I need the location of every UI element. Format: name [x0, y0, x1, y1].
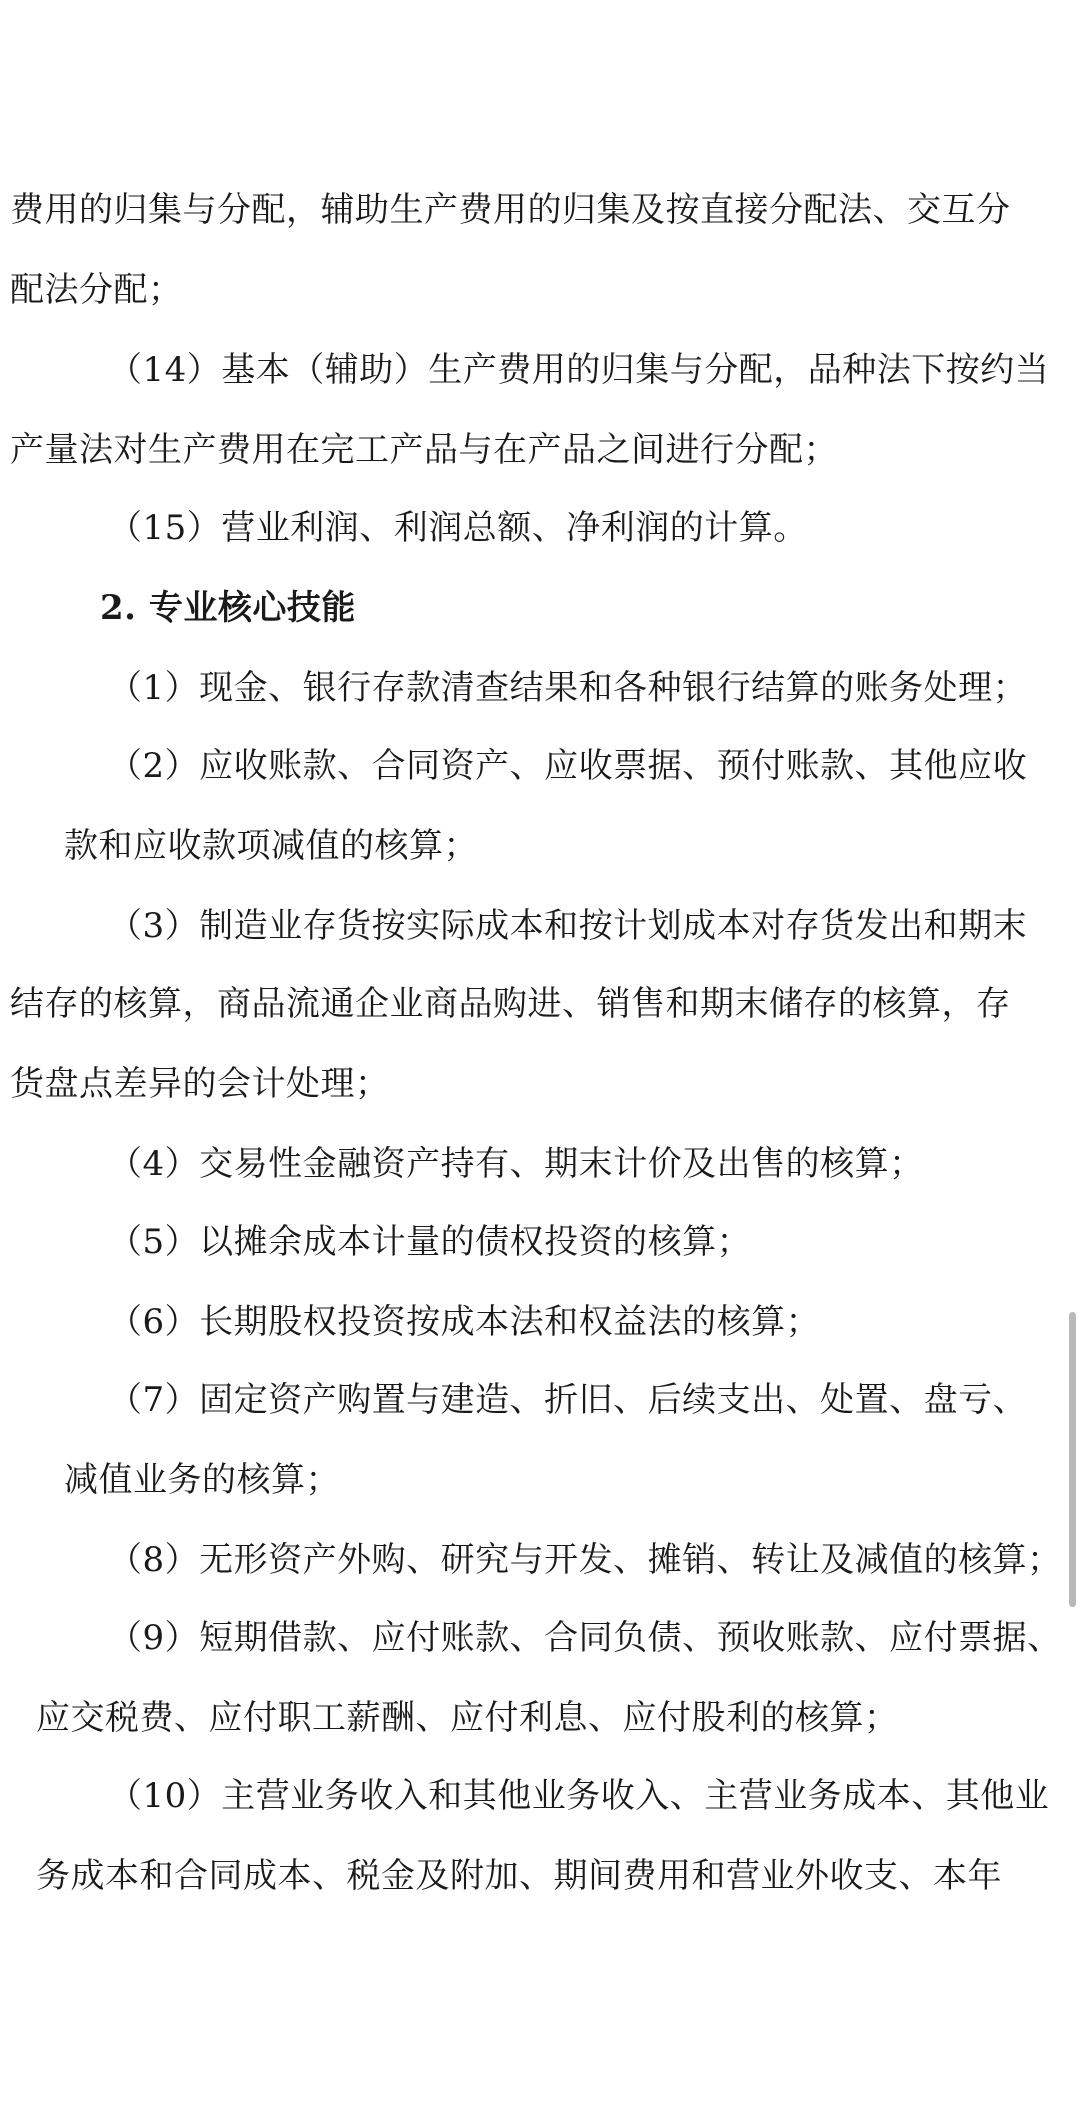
- section-heading: 2. 专业核心技能: [100, 588, 356, 628]
- text-line: （14）基本（辅助）生产费用的归集与分配，品种法下按约当: [108, 350, 1050, 390]
- text-line: （15）营业利润、利润总额、净利润的计算。: [108, 508, 808, 548]
- text-line: 配法分配；: [10, 270, 183, 310]
- text-line: 费用的归集与分配，辅助生产费用的归集及按直接分配法、交互分: [10, 190, 1011, 230]
- text-line: （10）主营业务收入和其他业务收入、主营业务成本、其他业: [108, 1776, 1050, 1816]
- text-line: 应交税费、应付职工薪酬、应付利息、应付股利的核算；: [36, 1698, 899, 1738]
- text-line: 产量法对生产费用在完工产品与在产品之间进行分配；: [10, 430, 838, 470]
- text-line: （2）应收账款、合同资产、应收票据、预付账款、其他应收: [108, 746, 1028, 786]
- text-line: 货盘点差异的会计处理；: [10, 1064, 390, 1104]
- text-line: 减值业务的核算；: [64, 1460, 340, 1500]
- text-line: （4）交易性金融资产持有、期末计价及出售的核算；: [108, 1144, 924, 1184]
- text-line: （9）短期借款、应付账款、合同负债、预收账款、应付票据、: [108, 1618, 1062, 1658]
- text-line: 结存的核算，商品流通企业商品购进、销售和期末储存的核算，存: [10, 984, 1011, 1024]
- text-line: （8）无形资产外购、研究与开发、摊销、转让及减值的核算；: [108, 1540, 1062, 1580]
- text-line: （3）制造业存货按实际成本和按计划成本对存货发出和期末: [108, 906, 1028, 946]
- text-line: （6）长期股权投资按成本法和权益法的核算；: [108, 1302, 821, 1342]
- text-line: 务成本和合同成本、税金及附加、期间费用和营业外收支、本年: [36, 1856, 1002, 1896]
- text-line: （5）以摊余成本计量的债权投资的核算；: [108, 1222, 752, 1262]
- text-line: （1）现金、银行存款清查结果和各种银行结算的账务处理；: [108, 668, 1028, 708]
- vertical-scrollbar[interactable]: [1069, 1312, 1076, 1607]
- text-line: （7）固定资产购置与建造、折旧、后续支出、处置、盘亏、: [108, 1380, 1028, 1420]
- text-line: 款和应收款项减值的核算；: [64, 826, 478, 866]
